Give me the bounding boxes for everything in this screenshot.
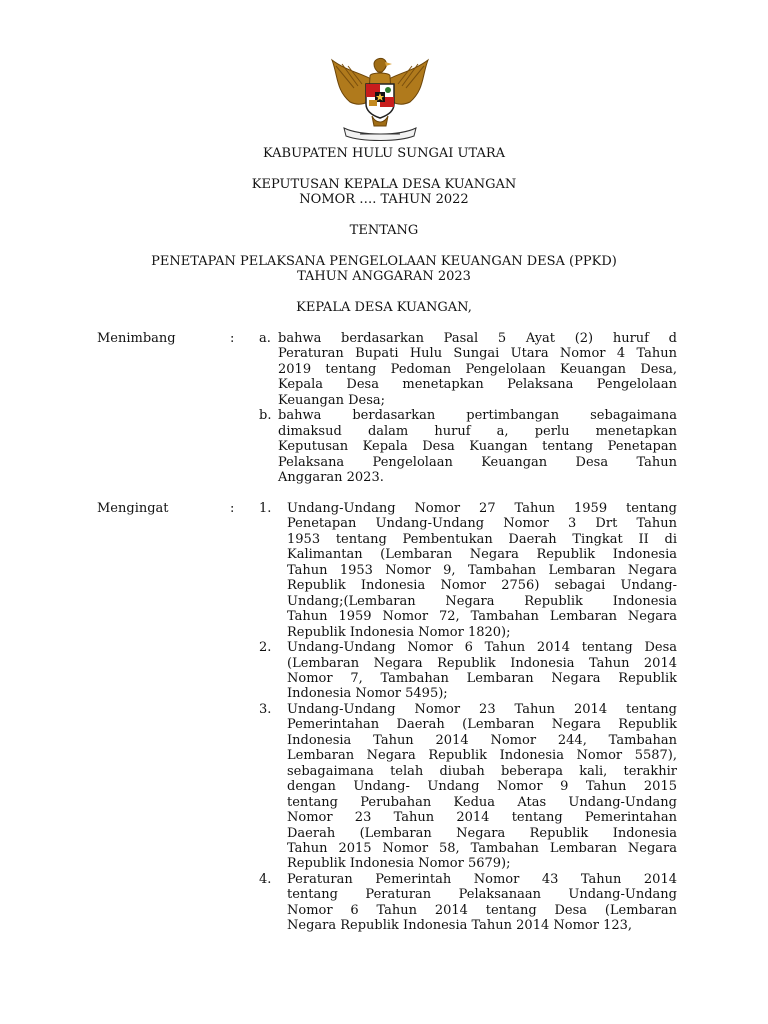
text-line: Tahun 1953 Nomor 9, Tambahan Lembaran Negara (287, 562, 677, 578)
mengingat-list (259, 501, 677, 934)
text-line: Keuangan Desa; (278, 392, 386, 408)
consideration-item (259, 331, 677, 408)
text-line: Peraturan Bupati Hulu Sungai Utara Nomor 4 Tahun (278, 346, 677, 362)
list-marker: 2. (259, 640, 272, 656)
text-line: Undang;(Lembaran Negara Republik Indonesia (287, 593, 677, 609)
list-item-text (287, 872, 677, 934)
text-line: Republik Indonesia Nomor 2756) sebagai Undang- (287, 578, 677, 594)
about-heading (0, 223, 768, 238)
text-line: (Lembaran Negara Republik Indonesia Tahun 2014 (287, 655, 677, 671)
text-line: Negara Republik Indonesia Tahun 2014 Nomor 123, (287, 918, 633, 934)
decree-number: NOMOR …. TAHUN 2022 (299, 192, 469, 207)
text-line: tentang Peraturan Pelaksanaan Undang-Undang (287, 887, 677, 903)
text-line: Republik Indonesia Nomor 5679); (287, 856, 511, 872)
text-line: Lembaran Negara Republik Indonesia Nomor 5587), (287, 748, 677, 764)
consideration-item (259, 408, 677, 485)
subject-line-1: PENETAPAN PELAKSANA PENGELOLAAN KEUANGAN DESA (PPKD) (151, 254, 617, 269)
text-line: Anggaran 2023. (278, 470, 384, 486)
text-line: Daerah (Lembaran Negara Republik Indonesia (287, 825, 677, 841)
about-label: TENTANG (349, 223, 419, 238)
heading-block (0, 146, 768, 161)
mengingat-label: Mengingat (97, 501, 169, 516)
regency-title: KABUPATEN HULU SUNGAI UTARA (262, 146, 506, 161)
list-marker: b. (259, 408, 272, 424)
text-line: 1953 tentang Pembentukan Daerah Tingkat II di (287, 531, 677, 547)
text-line: Republik Indonesia Nomor 1820); (287, 624, 511, 640)
text-line: 2019 tentang Pedoman Pengelolaan Keuangan Desa, (278, 361, 677, 377)
text-line: Peraturan Pemerintah Nomor 43 Tahun 2014 (287, 871, 677, 887)
text-line: Kalimantan (Lembaran Negara Republik Indonesia (287, 547, 677, 563)
text-line: Nomor 6 Tahun 2014 tentang Desa (Lembaran (287, 902, 677, 918)
list-marker: 4. (259, 871, 272, 887)
text-line: Nomor 7, Tambahan Lembaran Negara Republik (287, 670, 677, 686)
list-marker: 1. (259, 501, 272, 516)
list-item-text (287, 640, 677, 702)
text-line: Undang-Undang Nomor 6 Tahun 2014 tentang Desa (287, 640, 677, 656)
text-line: dengan Undang- Undang Nomor 9 Tahun 2015 (287, 779, 677, 795)
list-item-text (287, 702, 677, 872)
text-line: Undang-Undang Nomor 23 Tahun 2014 tentang (287, 701, 677, 717)
legal-basis-item (259, 640, 677, 702)
authority-label: KEPALA DESA KUANGAN, (296, 300, 472, 315)
menimbang-colon: : (230, 331, 235, 346)
list-item-text (278, 408, 677, 485)
text-line: bahwa berdasarkan pertimbangan sebagaimana (278, 408, 677, 424)
text-line: Tahun 2015 Nomor 58, Tambahan Lembaran Negara (287, 840, 677, 856)
text-line: dimaksud dalam huruf a, perlu menetapkan (278, 423, 677, 439)
legal-basis-item (259, 872, 677, 934)
text-line: Nomor 23 Tahun 2014 tentang Pemerintahan (287, 810, 677, 826)
garuda-pancasila-emblem (326, 54, 434, 144)
legal-basis-item (259, 501, 677, 640)
text-line: Kepala Desa menetapkan Pelaksana Pengelolaan (278, 377, 677, 393)
text-line: tentang Perubahan Kedua Atas Undang-Undang (287, 794, 677, 810)
list-item-text (287, 501, 677, 640)
legal-basis-item (259, 702, 677, 872)
text-line: Indonesia Nomor 5495); (287, 686, 448, 702)
subject-heading (0, 254, 768, 284)
text-line: Pelaksana Pengelolaan Keuangan Desa Tahun (278, 454, 677, 470)
list-marker: a. (259, 331, 271, 346)
text-line: Keputusan Kepala Desa Kuangan tentang Penetapan (278, 439, 677, 455)
decree-heading (0, 177, 768, 207)
decree-title: KEPUTUSAN KEPALA DESA KUANGAN (251, 177, 517, 192)
list-marker: 3. (259, 701, 272, 717)
menimbang-label: Menimbang (97, 331, 176, 346)
mengingat-colon: : (230, 501, 235, 516)
text-line: Penetapan Undang-Undang Nomor 3 Drt Tahun (287, 516, 677, 532)
text-line: Indonesia Tahun 2014 Nomor 244, Tambahan (287, 732, 677, 748)
authority-heading (0, 300, 768, 315)
subject-line-2: TAHUN ANGGARAN 2023 (297, 269, 471, 284)
menimbang-list (259, 331, 677, 486)
text-line: Undang-Undang Nomor 27 Tahun 1959 tentang (287, 501, 677, 516)
text-line: Tahun 1959 Nomor 72, Tambahan Lembaran Negara (287, 609, 677, 625)
text-line: bahwa berdasarkan Pasal 5 Ayat (2) huruf d (278, 331, 677, 346)
list-item-text (278, 331, 677, 408)
text-line: sebagaimana telah diubah beberapa kali, terakhir (287, 763, 677, 779)
text-line: Pemerintahan Daerah (Lembaran Negara Republik (287, 717, 677, 733)
